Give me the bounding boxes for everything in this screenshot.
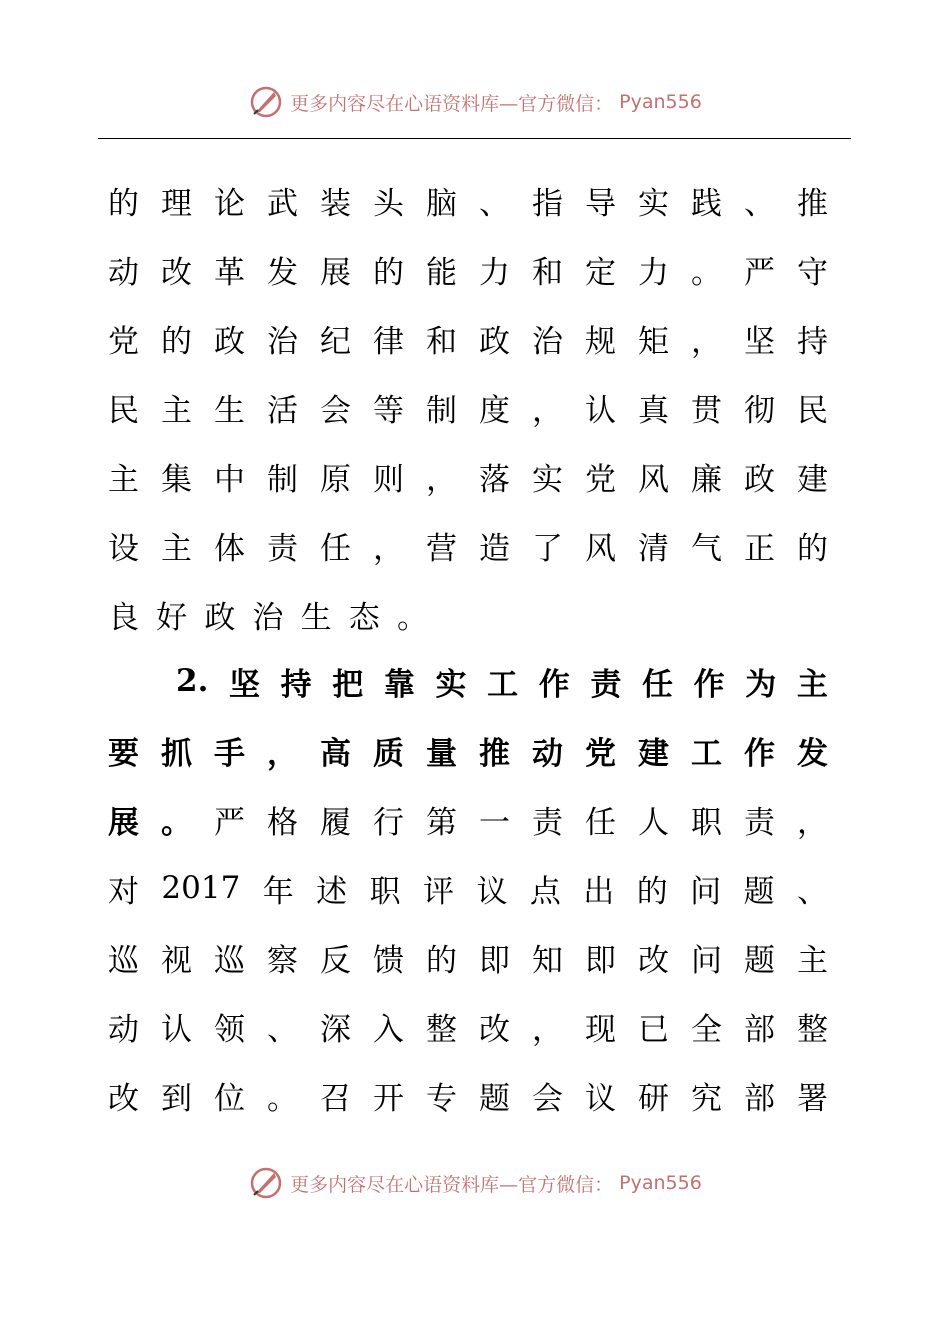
- text-line: 2. 坚 持 把 靠 实 工 作 责 任 作 为 主: [176, 663, 828, 703]
- text-line: 民 主 生 活 会 等 制 度 ， 认 真 贯 彻 民: [108, 392, 828, 429]
- text-line: 要 抓 手 ， 高 质 量 推 动 党 建 工 作 发: [108, 735, 828, 772]
- header-watermark-text: 更多内容尽在心语资料库—官方微信：: [290, 92, 614, 115]
- text-line: 党 的 政 治 纪 律 和 政 治 规 矩 ， 坚 持: [108, 323, 828, 360]
- footer-watermark-text: 更多内容尽在心语资料库—官方微信：: [290, 1173, 614, 1196]
- text-line: 良 好 政 治 生 态 。: [108, 599, 428, 636]
- text-line: 的 理 论 武 装 头 脑 、 指 导 实 践 、 推: [108, 185, 828, 222]
- footer-watermark: [0, 1163, 950, 1203]
- text-line: 展 。 严 格 履 行 第 一 责 任 人 职 责 ，: [108, 804, 828, 841]
- quill-pen-icon: [248, 84, 284, 120]
- header-wechat-id: Pyan556: [619, 91, 702, 113]
- header-watermark: [0, 82, 950, 122]
- header-divider: [98, 138, 851, 139]
- text-line: 动 改 革 发 展 的 能 力 和 定 力 。 严 守: [108, 254, 828, 291]
- text-line: 动 认 领 、 深 入 整 改 ， 现 已 全 部 整: [108, 1011, 828, 1048]
- text-line: 对 2017 年 述 职 评 议 点 出 的 问 题 、: [108, 870, 828, 910]
- quill-pen-icon: [248, 1165, 284, 1201]
- text-line: 设 主 体 责 任 ， 营 造 了 风 清 气 正 的: [108, 530, 828, 567]
- text-line: 巡 视 巡 察 反 馈 的 即 知 即 改 问 题 主: [108, 942, 828, 979]
- text-line: 改 到 位 。 召 开 专 题 会 议 研 究 部 署: [108, 1080, 828, 1117]
- footer-wechat-id: Pyan556: [619, 1172, 702, 1194]
- text-line: 主 集 中 制 原 则 ， 落 实 党 风 廉 政 建: [108, 461, 828, 498]
